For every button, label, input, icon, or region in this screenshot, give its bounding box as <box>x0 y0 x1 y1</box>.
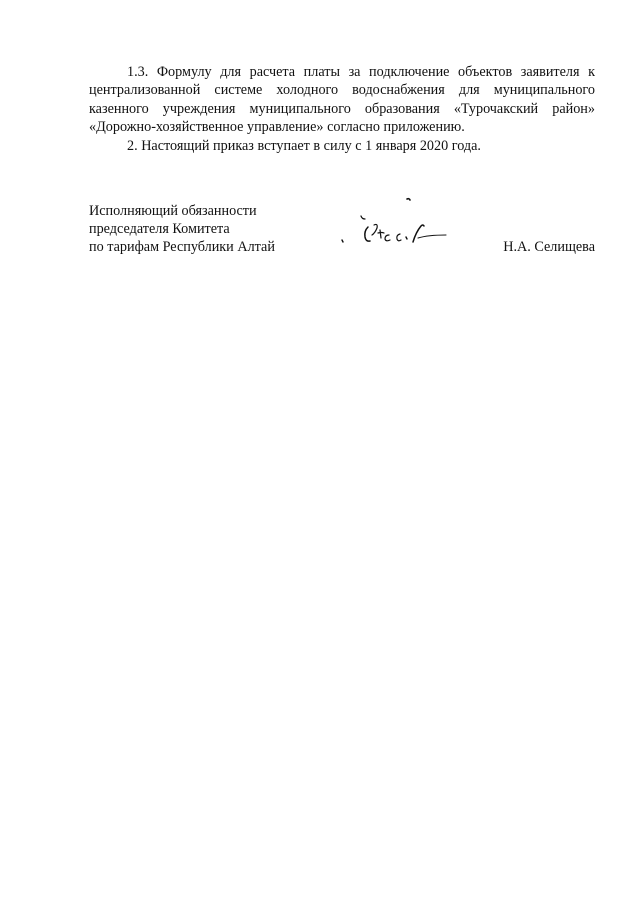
signature-block <box>89 202 595 262</box>
signer-name: Н.А. Селищева <box>503 239 595 256</box>
position-line-2: председателя Комитета <box>89 221 230 238</box>
paragraph-1-3: 1.3. Формулу для расчета платы за подключение объектов заявителя к централизованной системе холодного водоснабжения для муниципального казенного учреждения муниципального образования «Турочакский район» «Дорожно-хозяйственное управление» согласно приложению. <box>89 64 595 136</box>
paragraph-2: 2. Настоящий приказ вступает в силу с 1 января 2020 года. <box>127 137 481 154</box>
signatory-position <box>89 202 275 257</box>
position-line-3: по тарифам Республики Алтай <box>89 239 275 256</box>
document-body <box>89 63 595 155</box>
position-line-1: Исполняющий обязанности <box>89 203 257 219</box>
handwritten-signature <box>334 194 454 254</box>
